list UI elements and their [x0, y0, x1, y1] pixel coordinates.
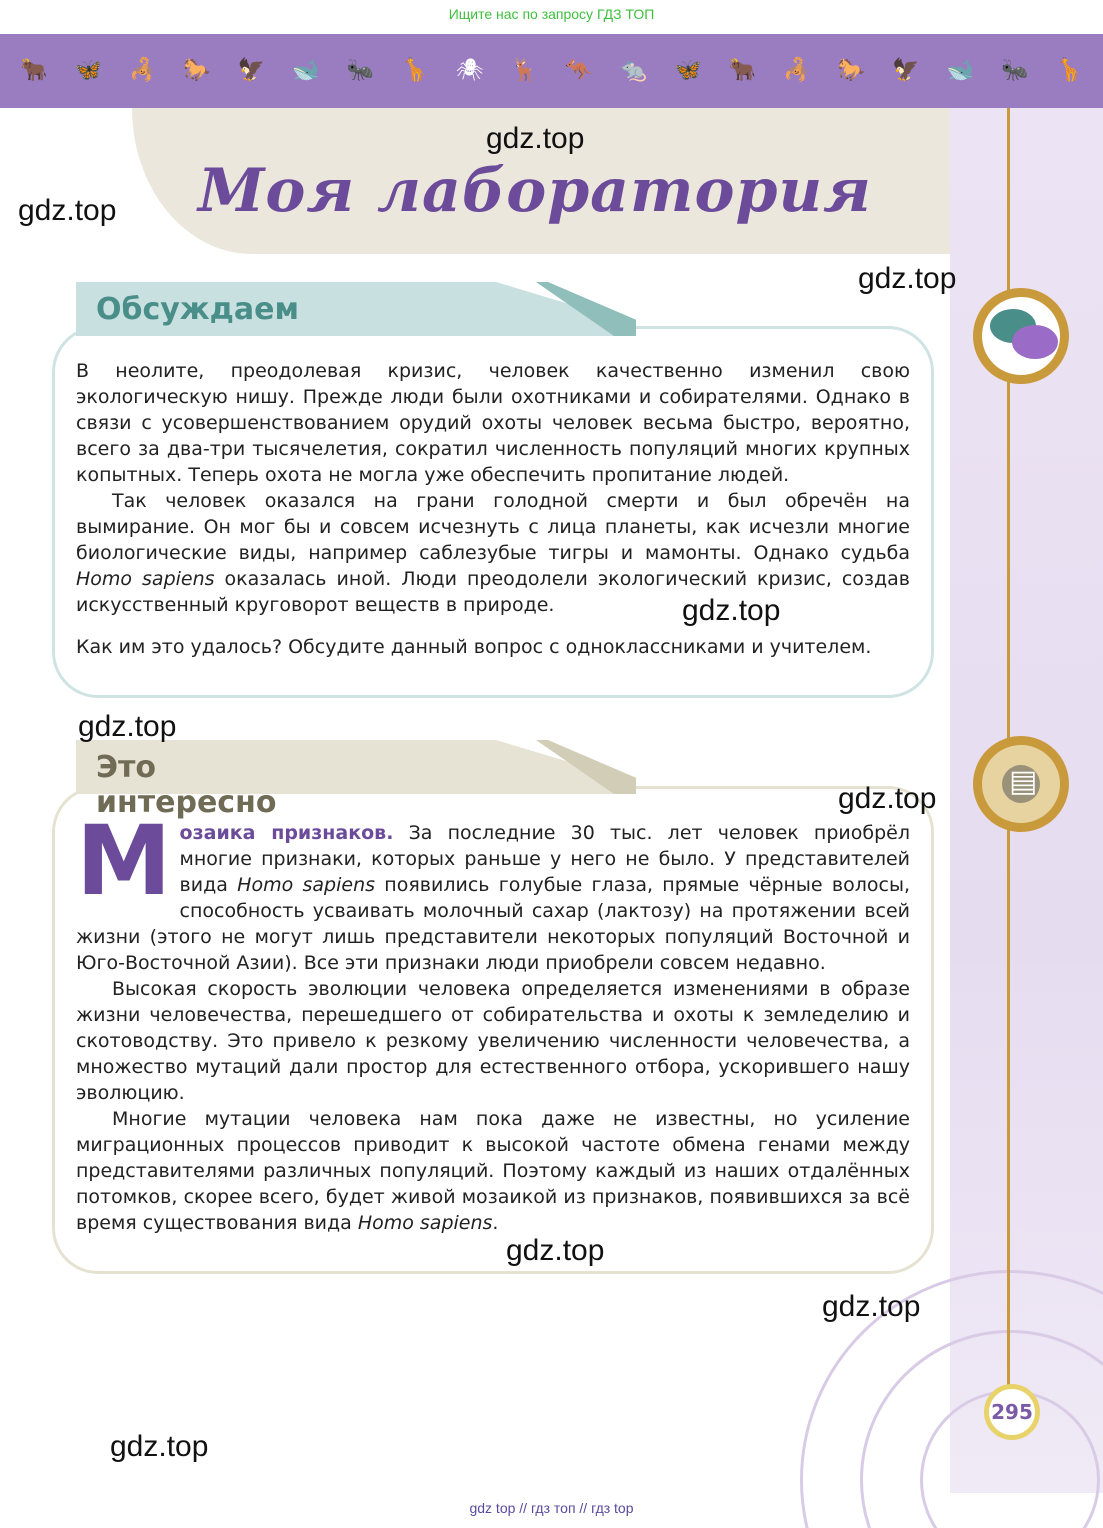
animal-silhouette-icon: 🐂 [728, 58, 757, 83]
animal-silhouette-icon: 🐂 [20, 58, 48, 83]
watermark: gdz.top [682, 594, 781, 627]
page-number: 295 [984, 1384, 1040, 1440]
discussion-paragraph-1: В неолите, преодолевая кризис, человек качественно изменил свою экологическую нишу. Прежде люди были охотниками и собирателями. Однако в связи с усовершенствованием орудий охоты человек весьма быстро, вероятно, всего за два-три тысячелетия, сократил численность популяций многих крупных копытных. Теперь охота не могла уже обеспечить пропитание людей. [76, 360, 910, 486]
watermark: gdz.top [838, 782, 937, 815]
watermark: gdz.top [18, 194, 117, 227]
document-icon: ▤ [1009, 764, 1038, 799]
animal-icons-row [20, 34, 1083, 108]
discussion-text [76, 358, 910, 660]
interesting-text [76, 805, 911, 1236]
animal-silhouette-icon: 🦂 [128, 58, 157, 83]
animal-silhouette-icon: 🕷 [455, 58, 484, 83]
watermark: gdz.top [858, 262, 957, 295]
interesting-paragraph-2: Высокая скорость эволюции человека определяется изменениями в образе жизни человечества, перешедшего от собирательства и охоты к земледелию и скотоводству. Это привело к резкому увеличению численности человечества, а множество мутаций дали простор для естественного отбора, ускорившего нашу эволюцию. [76, 978, 910, 1104]
animal-silhouette-icon: 🐎 [837, 58, 865, 83]
animal-silhouette-icon: 🦘 [565, 58, 593, 83]
discussion-heading-text: Обсуждаем [96, 292, 299, 327]
animal-silhouette-icon: 🦋 [674, 58, 702, 83]
bottom-watermark-note: gdz top // гдз топ // гдз top [469, 1500, 634, 1516]
watermark: gdz.top [110, 1430, 209, 1463]
animal-silhouette-icon: 🦒 [1055, 58, 1083, 83]
animal-silhouette-icon: 🦂 [783, 58, 811, 83]
animal-silhouette-icon: 🦋 [74, 58, 102, 83]
animal-silhouette-icon: 🐎 [183, 58, 211, 83]
animal-silhouette-icon: 🐋 [946, 58, 974, 83]
interesting-badge [973, 736, 1069, 832]
interesting-paragraph-1: озаика признаков. За последние 30 тыс. лет человек приобрёл многие признаки, которых раньше у него не было. У представителей вида Homo sapiens появились голубые глаза, прямые чёрные волосы, способность усваивать молочный сахар (лактозу) на протяжении всей жизни (этого не могут лишь представители некоторых популяций Восточной и Юго-Восточной Азии). Все эти признаки люди приобрели совсем недавно. [76, 822, 911, 974]
interesting-heading-text: Это интересно [96, 750, 277, 820]
discussion-question: Как им это удалось? Обсудите данный вопрос с одноклассниками и учителем. [76, 636, 872, 658]
page-title: Моя лаборатория [198, 156, 872, 226]
watermark: gdz.top [506, 1234, 605, 1267]
animal-silhouette-icon: 🐜 [1000, 58, 1029, 83]
top-search-note: Ищите нас по запросу ГДЗ ТОП [448, 6, 655, 22]
interesting-paragraph-3: Многие мутации человека нам пока даже не известны, но усиление миграционных процессов приводит к высокой частоте обмена генами между представителями различных популяций. Поэтому каждый из наших отдалённых потомков, скорее всего, будет живой мозаикой из признаков, появившихся за всё время существования вида Homo sapiens. [76, 1108, 910, 1234]
watermark: gdz.top [78, 710, 177, 743]
watermark: gdz.top [822, 1290, 921, 1323]
discussion-badge [973, 288, 1069, 384]
animal-silhouette-icon: 🦅 [892, 58, 920, 83]
discussion-paragraph-2: Так человек оказался на грани голодной смерти и был обречён на вымирание. Он мог бы и совсем исчезнуть с лица планеты, как исчезли многие биологические виды, например саблезубые тигры и мамонты. Однако судьба Homo sapiens оказалась иной. Люди преодолели экологический кризис, создав искусственный круговорот веществ в природе. [76, 490, 910, 616]
drop-cap: М [76, 805, 172, 917]
animal-silhouette-icon: 🐀 [619, 58, 648, 83]
animal-silhouette-icon: 🦒 [401, 58, 429, 83]
animal-silhouette-icon: 🦅 [237, 58, 266, 83]
animal-silhouette-icon: 🦌 [510, 58, 539, 83]
animal-band [0, 34, 1103, 108]
animal-silhouette-icon: 🐜 [346, 58, 375, 83]
watermark: gdz.top [486, 122, 585, 155]
animal-silhouette-icon: 🐋 [292, 58, 320, 83]
